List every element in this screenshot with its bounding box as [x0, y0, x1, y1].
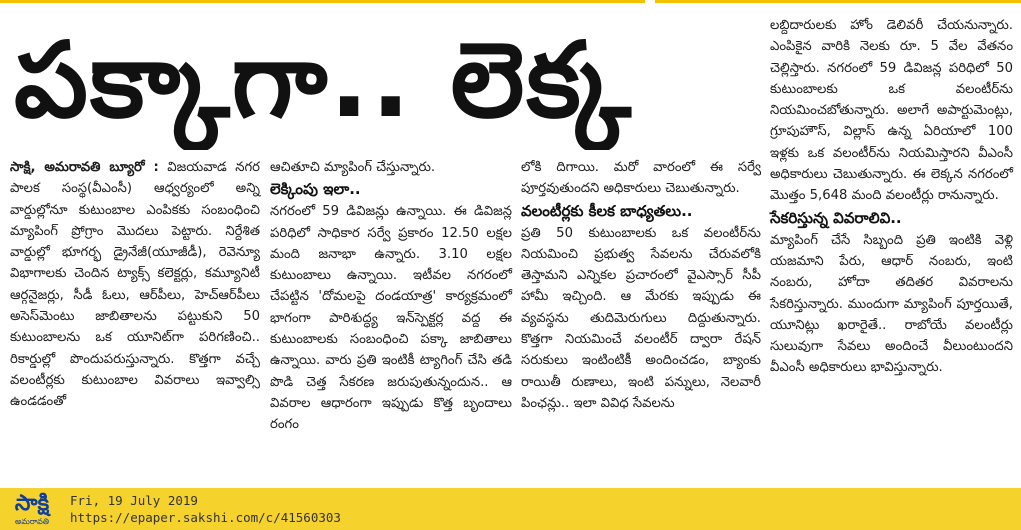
dateline: సాక్షి, అమరావతి బ్యూరో : — [10, 160, 159, 175]
subheading: వలంటీర్లకు కీలక బాధ్యతలు.. — [521, 201, 693, 220]
column-text — [10, 157, 260, 413]
article-column-2 — [270, 157, 512, 436]
article-column-3 — [521, 157, 761, 414]
body-text: నగరంలో 59 డివిజన్లు ఉన్నాయి. ఈ డివిజన్ల పరిధిలో సాధికార సర్వే ప్రకారం 12.50 లక్షల మంది జనాభా ఉన్నారు. 3.10 లక్షల కుటుంబాలు ఉన్నాయి. ఇటీవల నగరంలో చేపట్టిన 'దోమలపై దండయాత్ర' కార్యక్రమంలో భాగంగా పారిశుద్ధ్య ఇన్‌స్పెక్టర్ల వద్ద ఈ కుటుంబాలకు సంబంధించి పక్కా జాబితాలు ఉన్నాయి. వారు ప్రతి ఇంటికీ ట్యాగింగ్ చేసి తడి పొడి చెత్త సేకరణ జరుపుతున్నందున.. ఆ వివరాల ఆధారంగా ఇప్పుడు కొత్త బృందాలు రంగం — [270, 204, 512, 433]
publish-date: Fri, 19 July 2019 — [70, 493, 198, 508]
footer-bar — [0, 488, 1021, 530]
top-accent-line — [0, 0, 1021, 3]
subheading: లెక్కింపు ఇలా.. — [270, 180, 361, 199]
body-text: లబ్దిదారులకు హోం డెలివరీ చేయనున్నారు. ఎంపికైన వారికి నెలకు రూ. 5 వేల వేతనం చెల్లిస్తారు. నగరంలో 59 డివిజన్ల పరిధిలో 50 కుటుంబాలకు ఒక వలంటీర్‌ను నియమించబోతున్నారు. అలాగే అపార్టుమెంట్లు, గ్రూపుహౌస్, విల్లాస్ ఉన్న ఏరియాలో 100 ఇళ్లకు ఒక వలంటీర్‌ను నియమిస్తారని వీఎంసీ అధికారులు చెబుతున్నారు. ఈ లెక్కన నగరంలో మొత్తం 5,648 మంది వలంటీర్లు రానున్నారు. — [770, 18, 1013, 204]
body-text: విజయవాడ నగర పాలక సంస్థ(వీఎంసీ) ఆధ్వర్యంలో అన్ని వార్డుల్లోనూ కుటుంబాల ఎంపికకు సంబంధించి మ్యాపింగ్ ప్రోగ్రాం మొదలు పెట్టారు. నిర్దేశిత వార్డుల్లో భూగర్భ డ్రైనేజీ(యూజీడీ), రెవెన్యూ విభాగాలకు చెందిన ట్యాక్స్ కలెక్టర్లు, కమ్యూనిటీ ఆర్గనైజర్లు, సీడీ ఓలు, ఆర్‌పీలు, హెచ్‌ఆర్‌పీలు అసెస్‌మెంటు జాబితాలను పట్టుకుని 50 కుటుంబాలను ఒక యూనిట్‌గా పరిగణించి.. రికార్డుల్లో పొందుపరుస్తున్నారు. కొత్తగా వచ్చే వలంటీర్లకు కుటుంబాల వివరాలు ఇవ్వాల్సి ఉండడంతో — [10, 160, 260, 410]
sakshi-logo[interactable] — [4, 492, 60, 526]
logo-subtext: అమరావతి — [14, 517, 50, 526]
body-text: లోకి దిగాయి. మరో వారంలో ఈ సర్వే పూర్తవుతుందని అధికారులు చెబుతున్నారు. — [521, 160, 761, 197]
article-column-1 — [10, 157, 260, 413]
headline: పక్కాగా.. లెక్క — [14, 19, 633, 141]
body-text: ప్రతి 50 కుటుంబాలకు ఒక వలంటీర్‌ను నియమించి ప్రభుత్వ సేవలను చేరువలోకి తెస్తామని ఎన్నికల ప్రచారంలో వైఎస్సార్ సీపీ హామీ ఇచ్చింది. ఆ మేరకు ఇప్పుడు ఈ వ్యవస్థను తుదిమెరుగులు దిద్దుతున్నారు. కొత్తగా నియమించే వలంటీర్ ద్వారా రేషన్ సరుకులు ఇంటింటికీ అందించడం, బ్యాంకు రాయితీ రుణాలు, ఇంటి పన్నులు, నెలవారీ పింఛన్లు.. ఇలా వివిధ సేవలను — [521, 225, 761, 411]
subheading: సేకరిస్తున్న వివరాలివి.. — [770, 208, 902, 227]
body-text: మ్యాపింగ్ చేసే సిబ్బంది ప్రతి ఇంటికి వెళ్లి యజమాని పేరు, ఆధార్ నంబరు, ఇంటి నంబరు, హోదా తదితర వివరాలను సేకరిస్తున్నారు. ముందుగా మ్యాపింగ్ పూర్తయితే, యూనిట్లు ఖరారైతే.. రాబోయే వలంటీర్లు సులువుగా సేవలు అందించే వీలుంటుందని వీఎంసీ అధికారులు భావిస్తున్నారు. — [770, 232, 1013, 376]
article-column-4 — [770, 15, 1013, 379]
source-url-link[interactable]: https://epaper.sakshi.com/c/41560303 — [70, 510, 341, 525]
body-text: ఆచితూచి మ్యాపింగ్ చేస్తున్నారు. — [270, 160, 436, 175]
logo-text: సాక్షి — [14, 491, 50, 516]
